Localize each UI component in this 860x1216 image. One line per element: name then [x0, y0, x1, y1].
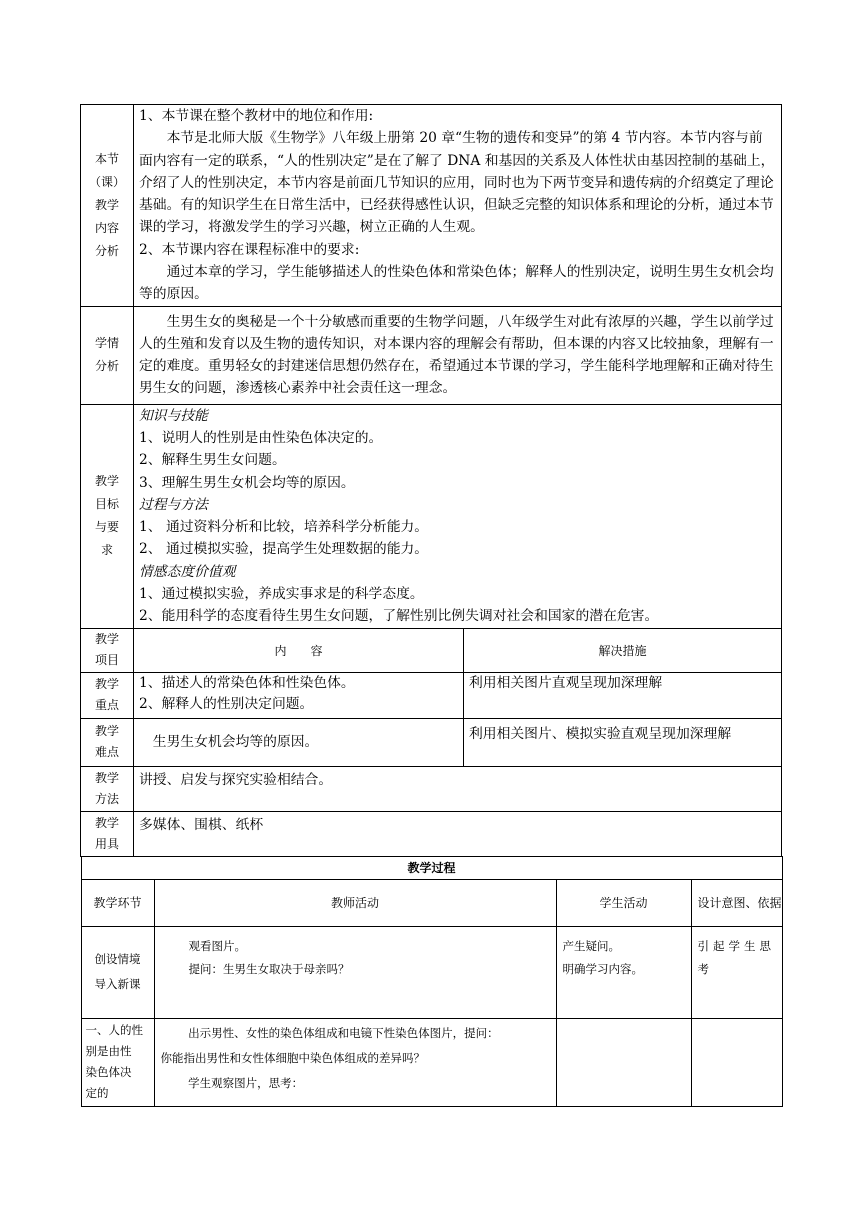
objectives-body [134, 404, 782, 628]
methods-label: 教学 方法 [81, 766, 134, 811]
objectives-label: 教学 目标 与要 求 [81, 404, 134, 628]
process-stage-section1: 一、人的性 别是由性 染色体决 定的 [81, 1018, 154, 1106]
process-design-intro: 引起学生思考 [691, 926, 782, 1018]
difficult-points-measure: 利用相关图片、模拟实验直观呈现加深理解 [464, 718, 782, 766]
key-points-row [81, 672, 782, 718]
content-analysis-paragraph-2: 通过本章的学习，学生能够描述人的性染色体和常染色体；解释人的性别决定，说明生男生女机会均等的原因。 [139, 264, 774, 303]
process-header-stage: 教学环节 [81, 879, 154, 926]
objectives-row [81, 404, 782, 628]
process-table [81, 856, 783, 1107]
difficult-points-row [81, 718, 782, 766]
methods-row [81, 766, 782, 811]
objective-knowledge-title: 知识与技能 [139, 407, 208, 424]
tools-label: 教学 用具 [81, 811, 134, 856]
objective-attitude-title: 情感态度价值观 [139, 563, 236, 580]
key-points-label: 教学 重点 [81, 672, 134, 718]
content-header: 内 容 [134, 628, 464, 672]
objective-item: 2、 通过模拟实验，提高学生处理数据的能力。 [139, 541, 429, 558]
key-points-measure: 利用相关图片直观呈现加深理解 [464, 672, 782, 718]
measure-header: 解决措施 [464, 628, 782, 672]
process-title: 教学过程 [81, 856, 782, 879]
objective-item: 3、理解生男生女机会均等的原因。 [139, 474, 355, 491]
learner-analysis-row [81, 306, 782, 404]
content-analysis-title-1: 1、本节课在整个教材中的地位和作用: [139, 108, 374, 124]
learner-analysis-body: 生男生女的奥秘是一个十分敏感而重要的生物学问题，八年级学生对此有浓厚的兴趣，学生以前学过人的生殖和发育以及生物的遗传知识，对本课内容的理解会有帮助，但本课的内容又比较抽象，理解有一定的难度。重男轻女的封建迷信思想仍然存在，希望通过本节课的学习，学生能科学地理解和正确对待生男生女的问题，渗透核心素养中社会责任这一理念。 [134, 306, 782, 404]
process-row-intro [81, 926, 782, 1018]
process-header-student: 学生活动 [556, 879, 691, 926]
process-header-row [81, 879, 782, 926]
process-student-intro: 产生疑问。 明确学习内容。 [556, 926, 691, 1018]
items-header-row [81, 628, 782, 672]
difficult-points-label: 教学 难点 [81, 718, 134, 766]
process-row [81, 856, 782, 1107]
tools-content: 多媒体、围棋、纸杯 [134, 811, 782, 856]
content-analysis-label: 本节 （课） 教学 内容 分析 [81, 105, 134, 307]
objective-item: 1、 通过资料分析和比较，培养科学分析能力。 [139, 519, 429, 536]
process-title-row [81, 856, 782, 879]
content-analysis-title-2: 2、本节课内容在课程标准中的要求: [139, 241, 360, 258]
learner-analysis-label: 学情 分析 [81, 306, 134, 404]
process-student-section1 [556, 1018, 691, 1106]
lesson-plan-table [80, 104, 782, 1107]
process-header-teacher: 教师活动 [154, 879, 556, 926]
methods-content: 讲授、启发与探究实验相结合。 [134, 766, 782, 811]
content-analysis-row [81, 105, 782, 307]
objective-process-title: 过程与方法 [139, 496, 208, 513]
process-header-design: 设计意图、依据 [691, 879, 782, 926]
items-header-label: 教学 项目 [81, 628, 134, 672]
content-analysis-paragraph-1: 本节是北师大版《生物学》八年级上册第 20 章“生物的遗传和变异”的第 4 节内容。本节内容与前面内容有一定的联系，“人的性别决定”是在了解了 DNA 和基因的关系及人体性状由基因控制的基础上，介绍了人的性别决定，本节内容是前面几节知识的应用，同时也为下两节变异和遗传病的介绍奠定了理论基础。有的知识学生在日常生活中，已经获得感性认识，但缺乏完整的知识体系和理论的分析，通过本节课的学习，将激发学生的学习兴趣，树立正确的人生观。 [139, 130, 775, 236]
process-stage-intro: 创设情境 导入新课 [81, 926, 154, 1018]
objective-item: 2、能用科学的态度看待生男生女问题，了解性别比例失调对社会和国家的潜在危害。 [139, 608, 659, 625]
objective-item: 1、说明人的性别是由性染色体决定的。 [139, 429, 383, 446]
process-row-section1 [81, 1018, 782, 1106]
process-teacher-intro: 观看图片。 提问：生男生女取决于母亲吗？ [154, 926, 556, 1018]
process-design-section1 [691, 1018, 782, 1106]
content-analysis-body [134, 105, 782, 307]
objective-item: 1、通过模拟实验，养成实事求是的科学态度。 [139, 586, 424, 603]
process-teacher-section1: 出示男性、女性的染色体组成和电镜下性染色体图片，提问： 你能指出男性和女性体细胞中染色体组成的差异吗？ 学生观察图片，思考： [154, 1018, 556, 1106]
difficult-points-content: 生男生女机会均等的原因。 [134, 718, 464, 766]
objective-item: 2、解释生男生女问题。 [139, 452, 286, 469]
key-points-content: 1、描述人的常染色体和性染色体。 2、解释人的性别决定问题。 [134, 672, 464, 718]
tools-row [81, 811, 782, 856]
